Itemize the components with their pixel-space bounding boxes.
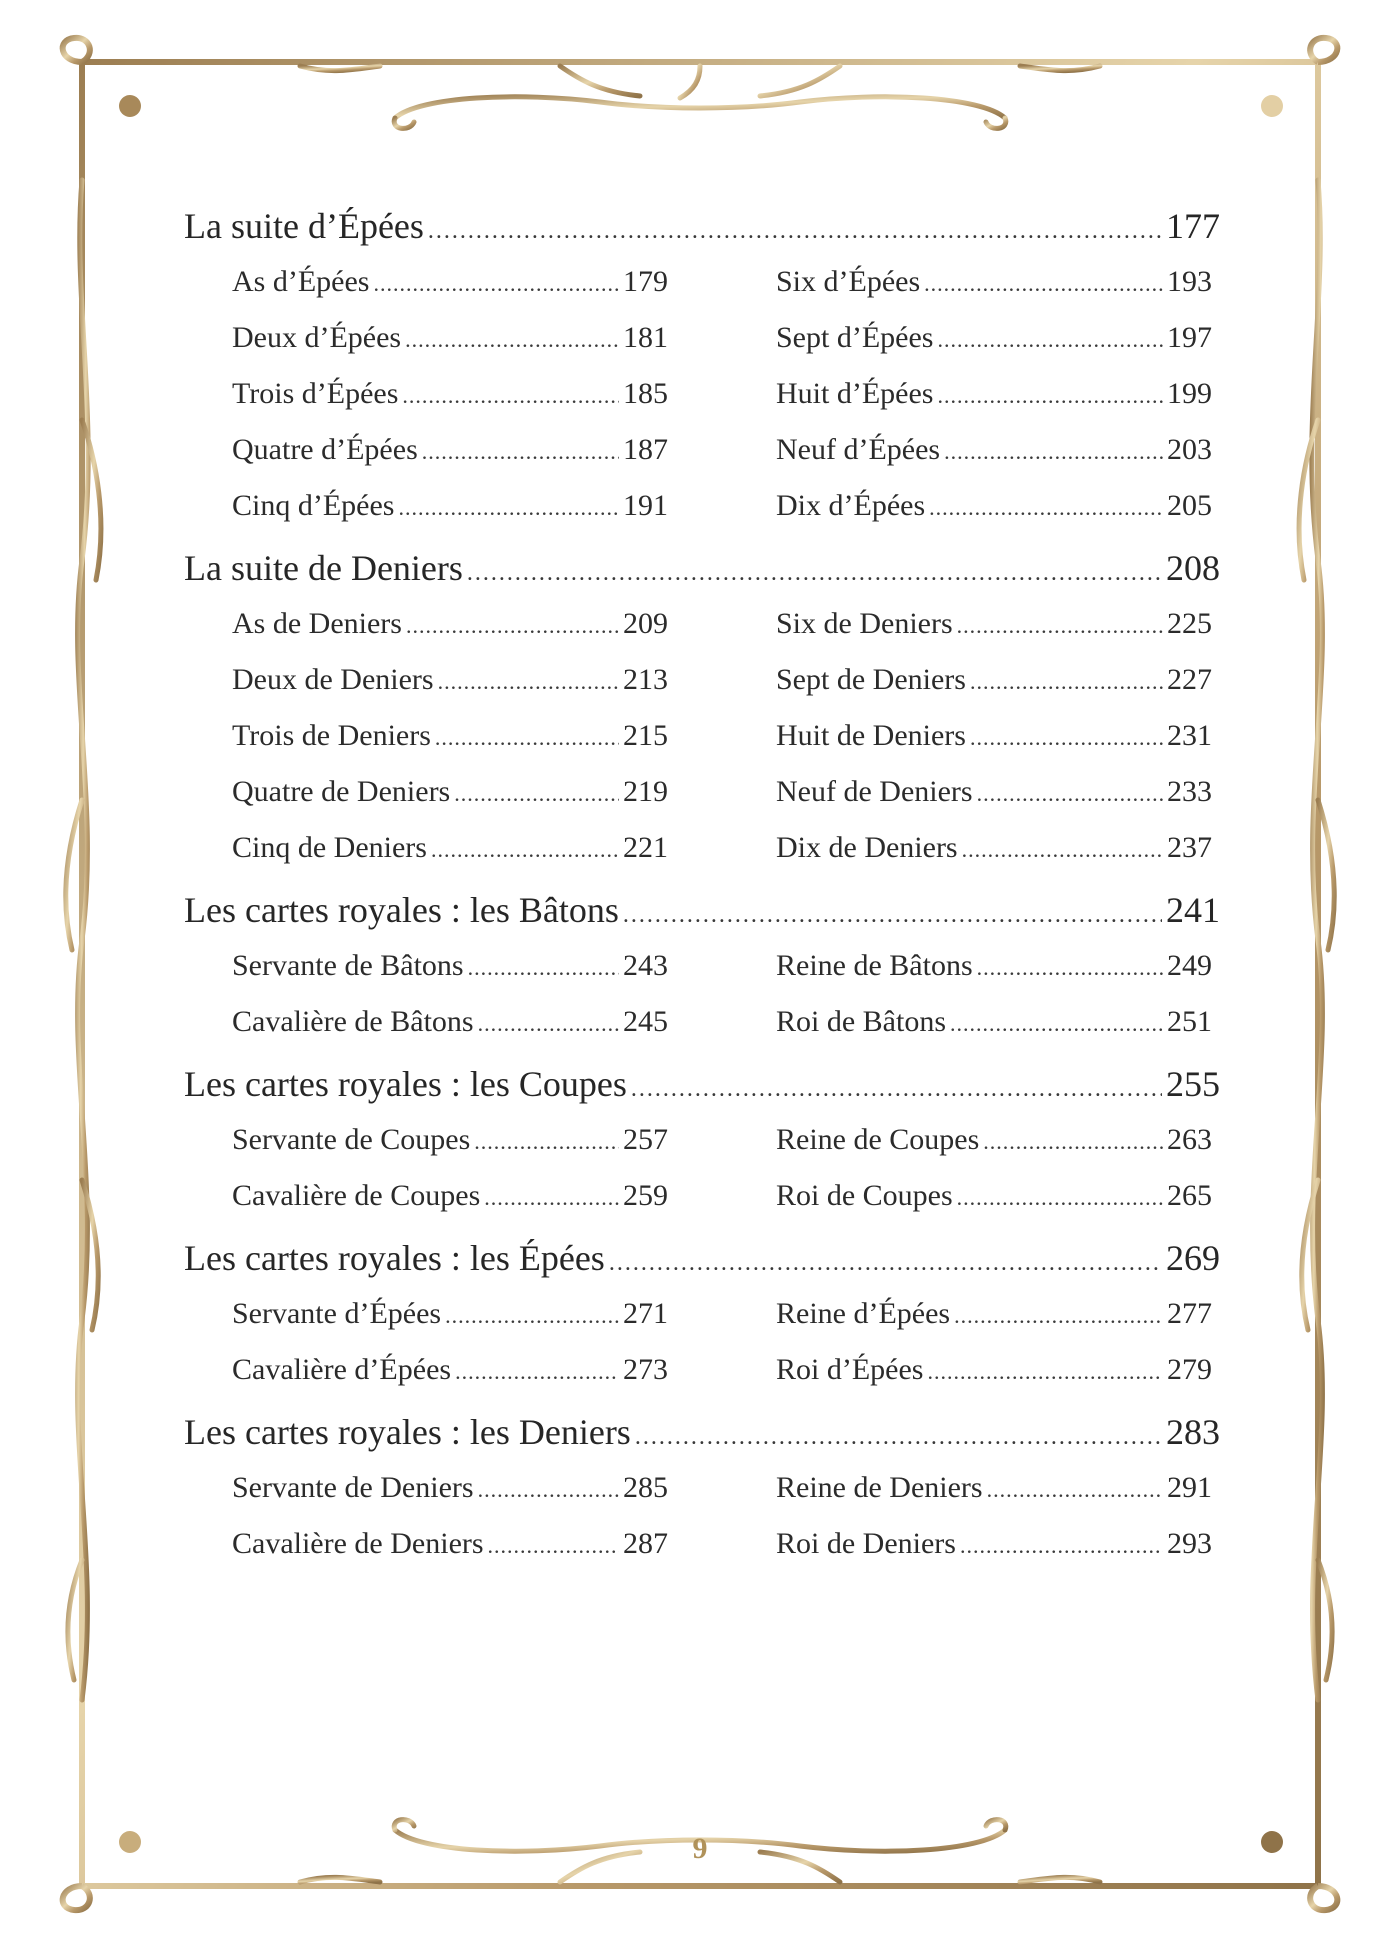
- entry-page: 277: [1167, 1297, 1212, 1330]
- entry-page: 185: [623, 377, 668, 410]
- section-page: 208: [1166, 548, 1220, 588]
- entry-label: Servante de Deniers: [232, 1471, 474, 1504]
- corner-curl-bottom-left: [63, 1886, 90, 1910]
- toc-entry: [776, 764, 1212, 820]
- entry-label: Huit de Deniers: [776, 719, 966, 752]
- entry-page: 249: [1167, 949, 1212, 982]
- dot-leader: [927, 1344, 1163, 1400]
- entry-page: 257: [623, 1123, 668, 1156]
- section-title: La suite d’Épées: [184, 206, 424, 246]
- dot-leader: [970, 710, 1163, 766]
- entry-page: 259: [623, 1179, 668, 1212]
- dot-leader: [445, 1288, 619, 1344]
- toc-section-royales-epees: [184, 1230, 1220, 1398]
- section-page: 241: [1166, 890, 1220, 930]
- entry-label: Roi de Coupes: [776, 1179, 953, 1212]
- toc-entry: [776, 994, 1212, 1050]
- section-title: Les cartes royales : les Coupes: [184, 1064, 627, 1104]
- entry-label: Sept de Deniers: [776, 663, 966, 696]
- toc-entry: [232, 1460, 668, 1516]
- dot-leader: [957, 1170, 1163, 1226]
- dot-leader: [478, 996, 619, 1052]
- entry-label: As d’Épées: [232, 265, 370, 298]
- entry-label: Neuf d’Épées: [776, 433, 941, 466]
- dot-leader: [957, 598, 1163, 654]
- dot-leader: [944, 424, 1163, 480]
- entry-page: 187: [623, 433, 668, 466]
- dot-leader: [631, 1061, 1162, 1117]
- toc-entry: [232, 1168, 668, 1224]
- entry-page: 245: [623, 1005, 668, 1038]
- entry-page: 265: [1167, 1179, 1212, 1212]
- entry-label: Trois d’Épées: [232, 377, 399, 410]
- toc-entry: [776, 254, 1212, 310]
- entry-page: 251: [1167, 1005, 1212, 1038]
- dot-leader: [406, 598, 619, 654]
- entry-page: 287: [623, 1527, 668, 1560]
- toc-entry: [776, 422, 1212, 478]
- corner-curl-bottom-right: [1310, 1886, 1337, 1910]
- entry-page: 225: [1167, 607, 1212, 640]
- dot-leader: [402, 368, 619, 424]
- entry-page: 203: [1167, 433, 1212, 466]
- dot-leader: [438, 654, 619, 710]
- toc-entry: [776, 1460, 1212, 1516]
- dot-leader: [929, 480, 1163, 536]
- toc-entry: [232, 708, 668, 764]
- toc-entry: [232, 764, 668, 820]
- dot-leader: [405, 312, 619, 368]
- entry-page: 199: [1167, 377, 1212, 410]
- section-heading: [184, 198, 1220, 254]
- toc-section-royales-batons: [184, 882, 1220, 1050]
- section-heading: [184, 1230, 1220, 1286]
- toc-entry: [232, 652, 668, 708]
- section-page: 255: [1166, 1064, 1220, 1104]
- dot-leader: [468, 940, 619, 996]
- dot-leader: [937, 368, 1163, 424]
- section-page: 283: [1166, 1412, 1220, 1452]
- toc-section-royales-coupes: [184, 1056, 1220, 1224]
- entry-page: 179: [623, 265, 668, 298]
- dot-leader: [435, 710, 619, 766]
- dot-leader: [454, 766, 619, 822]
- toc-entry: [232, 478, 668, 534]
- section-heading: [184, 1056, 1220, 1112]
- toc-entry: [776, 366, 1212, 422]
- entry-label: Trois de Deniers: [232, 719, 431, 752]
- section-title: Les cartes royales : les Deniers: [184, 1412, 631, 1452]
- entry-label: Reine d’Épées: [776, 1297, 951, 1330]
- entry-label: Quatre de Deniers: [232, 775, 451, 808]
- corner-curl-top-left: [63, 38, 90, 62]
- entry-page: 221: [623, 831, 668, 864]
- entry-page: 293: [1167, 1527, 1212, 1560]
- dot-leader: [474, 1114, 619, 1170]
- entry-label: Reine de Bâtons: [776, 949, 973, 982]
- entry-label: Dix de Deniers: [776, 831, 958, 864]
- entry-label: Roi de Deniers: [776, 1527, 956, 1560]
- entry-label: Neuf de Deniers: [776, 775, 973, 808]
- entry-label: Reine de Coupes: [776, 1123, 980, 1156]
- dot-leader: [478, 1462, 619, 1518]
- entry-page: 279: [1167, 1353, 1212, 1386]
- toc-entry: [776, 652, 1212, 708]
- entry-label: Cavalière de Bâtons: [232, 1005, 474, 1038]
- dot-leader: [977, 940, 1163, 996]
- entry-label: Huit d’Épées: [776, 377, 934, 410]
- section-title: Les cartes royales : les Épées: [184, 1238, 605, 1278]
- entry-label: Six d’Épées: [776, 265, 921, 298]
- entry-label: Servante de Bâtons: [232, 949, 464, 982]
- section-heading: [184, 540, 1220, 596]
- toc-entry: [776, 1168, 1212, 1224]
- section-heading: [184, 882, 1220, 938]
- entry-label: Roi de Bâtons: [776, 1005, 946, 1038]
- section-page: 177: [1166, 206, 1220, 246]
- entry-label: Quatre d’Épées: [232, 433, 418, 466]
- page-number: 9: [692, 1832, 708, 1865]
- dot-leader: [609, 1235, 1162, 1291]
- entry-page: 231: [1167, 719, 1212, 752]
- toc-entry: [776, 820, 1212, 876]
- entry-label: As de Deniers: [232, 607, 402, 640]
- dot-leader: [983, 1114, 1163, 1170]
- dot-leader: [467, 545, 1162, 601]
- entry-label: Cavalière de Coupes: [232, 1179, 481, 1212]
- toc-entry: [232, 994, 668, 1050]
- entry-label: Deux de Deniers: [232, 663, 434, 696]
- toc-entry: [232, 254, 668, 310]
- dot-leader: [977, 766, 1163, 822]
- entry-page: 291: [1167, 1471, 1212, 1504]
- dot-leader: [950, 996, 1163, 1052]
- toc-entry: [232, 1342, 668, 1398]
- entry-label: Reine de Deniers: [776, 1471, 983, 1504]
- corner-curl-top-right: [1310, 38, 1337, 62]
- entry-page: 193: [1167, 265, 1212, 298]
- dot-leader: [422, 424, 619, 480]
- entry-label: Servante d’Épées: [232, 1297, 442, 1330]
- dot-leader: [623, 887, 1162, 943]
- entry-page: 227: [1167, 663, 1212, 696]
- dot-leader: [960, 1518, 1163, 1574]
- entry-page: 213: [623, 663, 668, 696]
- entry-page: 263: [1167, 1123, 1212, 1156]
- section-title: La suite de Deniers: [184, 548, 463, 588]
- toc-entry: [776, 1112, 1212, 1168]
- dot-leader: [937, 312, 1163, 368]
- toc-entry: [776, 310, 1212, 366]
- toc-entry: [232, 596, 668, 652]
- toc-section-epees: [184, 198, 1220, 534]
- toc-entry: [232, 366, 668, 422]
- entry-label: Cinq d’Épées: [232, 489, 395, 522]
- entry-label: Cavalière de Deniers: [232, 1527, 484, 1560]
- dot-leader: [428, 203, 1162, 259]
- entry-page: 243: [623, 949, 668, 982]
- dot-leader: [398, 480, 619, 536]
- entry-page: 197: [1167, 321, 1212, 354]
- toc-entry: [776, 478, 1212, 534]
- dot-leader: [373, 256, 619, 312]
- entry-label: Six de Deniers: [776, 607, 953, 640]
- entry-page: 209: [623, 607, 668, 640]
- entry-page: 233: [1167, 775, 1212, 808]
- dot-leader: [488, 1518, 619, 1574]
- toc-section-deniers: [184, 540, 1220, 876]
- toc-entry: [776, 1286, 1212, 1342]
- dot-leader: [635, 1409, 1162, 1465]
- entry-label: Servante de Coupes: [232, 1123, 471, 1156]
- toc-entry: [776, 596, 1212, 652]
- entry-page: 181: [623, 321, 668, 354]
- entry-label: Cinq de Deniers: [232, 831, 427, 864]
- entry-page: 271: [623, 1297, 668, 1330]
- toc-entry: [776, 1516, 1212, 1572]
- section-heading: [184, 1404, 1220, 1460]
- table-of-contents: [184, 198, 1220, 1578]
- entry-page: 237: [1167, 831, 1212, 864]
- toc-entry: [232, 422, 668, 478]
- toc-entry: [232, 938, 668, 994]
- dot-leader: [455, 1344, 619, 1400]
- toc-entry: [232, 1286, 668, 1342]
- dot-leader: [484, 1170, 619, 1226]
- dot-leader: [970, 654, 1163, 710]
- entry-page: 205: [1167, 489, 1212, 522]
- section-page: 269: [1166, 1238, 1220, 1278]
- entry-page: 219: [623, 775, 668, 808]
- corner-dot: [1261, 95, 1283, 117]
- entry-label: Sept d’Épées: [776, 321, 934, 354]
- toc-entry: [232, 1516, 668, 1572]
- entry-page: 273: [623, 1353, 668, 1386]
- entry-page: 215: [623, 719, 668, 752]
- entry-page: 191: [623, 489, 668, 522]
- dot-leader: [431, 822, 619, 878]
- entry-page: 285: [623, 1471, 668, 1504]
- entry-label: Deux d’Épées: [232, 321, 402, 354]
- toc-entry: [232, 310, 668, 366]
- entry-label: Roi d’Épées: [776, 1353, 924, 1386]
- toc-entry: [776, 708, 1212, 764]
- dot-leader: [987, 1462, 1163, 1518]
- entry-label: Dix d’Épées: [776, 489, 926, 522]
- toc-entry: [776, 938, 1212, 994]
- section-title: Les cartes royales : les Bâtons: [184, 890, 619, 930]
- entry-label: Cavalière d’Épées: [232, 1353, 452, 1386]
- dot-leader: [954, 1288, 1163, 1344]
- corner-dot: [119, 95, 141, 117]
- toc-section-royales-deniers: [184, 1404, 1220, 1572]
- dot-leader: [924, 256, 1163, 312]
- dot-leader: [962, 822, 1163, 878]
- toc-entry: [776, 1342, 1212, 1398]
- toc-entry: [232, 1112, 668, 1168]
- toc-entry: [232, 820, 668, 876]
- top-flourish: [300, 66, 1100, 128]
